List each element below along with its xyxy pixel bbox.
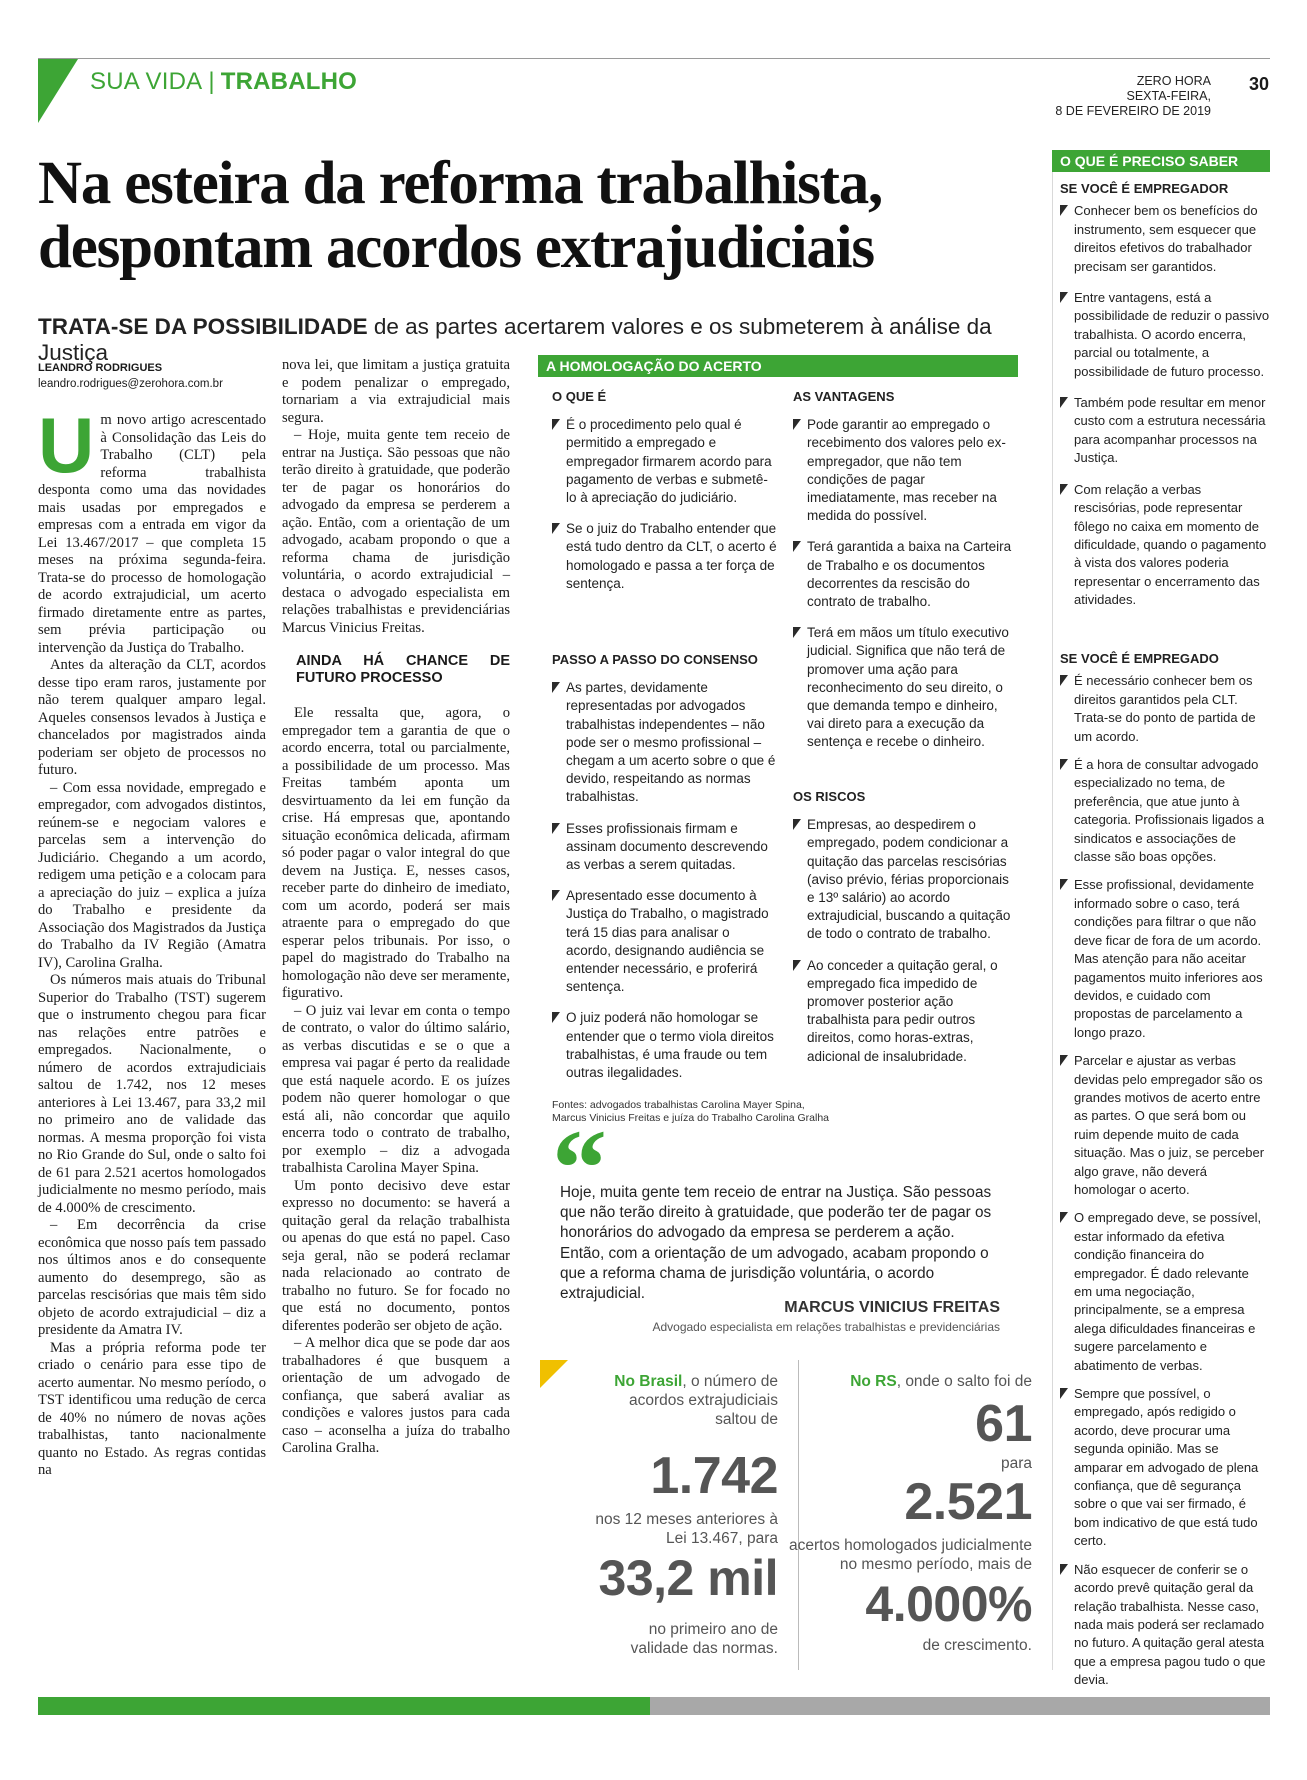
list-item-text: Esses profissionais firmam e assinam documento descrevendo as verbas a serem quitadas. (566, 820, 768, 873)
list-item (793, 538, 1018, 611)
article-column-1 (38, 401, 266, 1480)
list-item (1060, 394, 1270, 468)
list-item (793, 816, 1018, 943)
sources-line-1: Fontes: advogados trabalhistas Carolina Mayer Spina, (552, 1099, 805, 1111)
list-item-text: Entre vantagens, está a possibilidade de reduzir o passivo trabalhista. O acordo encerra, parcial ou totalmente, a possibilidade de futuro processo. (1074, 290, 1270, 379)
subheadline-lead: TRATA-SE DA POSSIBILIDADE (38, 314, 368, 339)
list-item-text: Conhecer bem os benefícios do instrumento, sem esquecer que direitos efetivos do trabalhador precisam ser garantidos. (1074, 203, 1258, 274)
drop-cap: U (38, 401, 95, 489)
bullet-marker-icon (552, 890, 560, 901)
homologacao-box-title: A HOMOLOGAÇÃO DO ACERTO (538, 355, 1018, 377)
byline (38, 360, 223, 392)
empregado-block (1060, 650, 1270, 1700)
list-item-text: Ao conceder a quitação geral, o empregado fica impedido de promover posterior ação trabalhista para pedir outros direitos, como horas-extras, adicional de insalubridade. (807, 957, 998, 1064)
rs-para: para (1000, 1455, 1032, 1472)
list-item (1060, 289, 1270, 381)
stat-text: no mesmo período, mais de (839, 1556, 1032, 1573)
paragraph: nova lei, que limitam a justiça gratuita e podem penalizar o empregado, tornariam a via extrajudicial mais segura. (282, 357, 510, 426)
sources-note (552, 1099, 952, 1125)
stat-text: acordos extrajudiciais (628, 1392, 778, 1409)
list-item-text: Apresentado esse documento à Justiça do Trabalho, o magistrado terá 15 dias para analisar o acordo, designando audiência se entender necessário, e proferirá sentença. (566, 888, 769, 995)
paragraph: – Com essa novidade, empregado e empregador, com advogados distintos, reúnem-se e negociam valores e parcelas sem a intervenção do Judiciário. Chegando a um acordo, redigem uma petição e a colocam para a apreciação do juiz – explica a juíza do Trabalho e presidente da Associação dos Magistrados da Justiça do Trabalho da IV Região (Amatra IV), Carolina Gralha. (38, 779, 266, 971)
list-item-text: É a hora de consultar advogado especializado no tema, de preferência, que atue junto à categoria. Profissionais ligados a sindicatos e associações de classe são boas opções. (1074, 757, 1265, 865)
edition-info (1055, 74, 1211, 119)
list-item-text: É necessário conhecer bem os direitos garantidos pela CLT. Trata-se do ponto de partida de um acordo. (1074, 673, 1256, 744)
list-item-text: Terá em mãos um título executivo judicial. Significa que não terá de promover uma ação para reconhecimento do seu direito, o que demanda tempo e dinheiro, vai direto para a execução da sentença e recebe o dinheiro. (807, 625, 1009, 750)
weekday: SEXTA-FEIRA, (1126, 89, 1211, 103)
edition-date: 8 DE FEVEREIRO DE 2019 (1055, 104, 1211, 118)
bullet-marker-icon (552, 523, 560, 534)
list-item (552, 416, 777, 507)
empregador-block (1060, 180, 1270, 623)
paragraph: Antes da alteração da CLT, acordos desse tipo eram raros, justamente por não terem qualquer amparo legal. Aqueles consensos levados à Justiça e chancelados por magistrados ainda poderiam ser objeto de processos no futuro. (38, 657, 266, 778)
paragraph: – Hoje, muita gente tem receio de entrar na Justiça. São pessoas que não terão direito à gratuidade, que poderão ter de pagar os honorários do advogado da empresa se perderem a ação. Então, com a orientação de um advogado, acabam propondo o que a reforma chama de jurisdição voluntária, o acordo extrajudicial – destaca o advogado especialista em relações trabalhistas e previdenciárias Marcus Vinicius Freitas. (282, 427, 510, 636)
list-item (793, 624, 1018, 751)
list-item-text: Com relação a verbas rescisórias, pode representar fôlego no caixa em momento de dificuldade, quando o pagamento à vista dos valores poderia representar o encerramento das atividades. (1074, 481, 1267, 608)
stats-divider (798, 1360, 799, 1670)
block-heading: PASSO A PASSO DO CONSENSO (552, 652, 758, 667)
paragraph: – O juiz vai levar em conta o tempo de contrato, o valor do último salário, as verbas discutidas e se o que a empresa vai pagar é perto da realidade que está naquele acordo. E os juízes podem não querer homologar o que está ali, não concordar que aquilo encerra todo o contrato de trabalho, por exemplo – diz a advogada trabalhista Carolina Mayer Spina. (282, 1002, 510, 1176)
list-item (552, 820, 777, 875)
author-email: leandro.rodrigues@zerohora.com.br (38, 378, 223, 390)
stats-box (540, 1360, 1040, 1670)
brasil-intro (548, 1372, 778, 1429)
paragraph: Mas a própria reforma pode ter criado o cenário para esse tipo de acerto aumentar. No mesmo período, o TST identificou uma redução de cerca de 40% no número de novas ações trabalhistas, tanto nacionalmente quanto no Estado. As regras contidas na (38, 1339, 266, 1478)
stat-text: , onde o salto foi de (896, 1373, 1032, 1390)
list-item (1060, 672, 1270, 746)
bullet-marker-icon (793, 960, 801, 971)
bullet-marker-icon (1060, 1388, 1068, 1399)
list-item (1060, 202, 1270, 276)
bullet-marker-icon (1060, 292, 1068, 303)
list-item-text: Terá garantida a baixa na Carteira de Trabalho e os documentos decorrentes da rescisão do contrato de trabalho. (807, 539, 1012, 610)
bullet-marker-icon (793, 541, 801, 552)
block-heading: SE VOCÊ É EMPREGADOR (1060, 181, 1229, 196)
sources-line-2: Marcus Vinicius Freitas e juíza do Trabalho Carolina Gralha (552, 1112, 830, 1124)
newspaper-name: ZERO HORA (1136, 74, 1211, 88)
list-item (552, 520, 777, 593)
headline-line-2: despontam acordos extrajudiciais (38, 214, 874, 281)
o-que-e-block (552, 388, 777, 606)
stat-text: validade das normas. (630, 1640, 778, 1657)
bullet-marker-icon (1060, 1055, 1068, 1066)
page-number: 30 (1248, 74, 1269, 94)
bullet-marker-icon (1060, 1212, 1068, 1223)
rs-label: No RS (850, 1373, 897, 1390)
list-item (552, 887, 777, 996)
list-item-text: O empregado deve, se possível, estar informado da efetiva condição financeira do empregador. É dado relevante em uma negociação, principalmente, se a empresa alega dificuldades financeiras e sugere parcelamento e abatimento de verbas. (1074, 1210, 1262, 1373)
list-item (1060, 481, 1270, 610)
list-item-text: Esse profissional, devidamente informado sobre o caso, terá condições para filtrar o que não deve ficar de fora de um acordo. Mas atenção para não aceitar pagamentos muito inferiores aos devidos, e cuidado com propostas de parcelamento a longo prazo. (1074, 877, 1263, 1040)
bullet-marker-icon (1060, 759, 1068, 770)
brasil-end (548, 1620, 778, 1658)
list-item-text: As partes, devidamente representadas por advogados trabalhistas independentes – não pode ser o mesmo profissional – chegam a um acerto sobre o que é devido, respeitando as normas trabalhistas. (566, 680, 776, 805)
bullet-marker-icon (793, 419, 801, 430)
brasil-mid (548, 1510, 778, 1548)
list-item-text: Não esquecer de conferir se o acordo prevê quitação geral da relação trabalhista. Nesse caso, nada mais poderá ser reclamado no futuro. A quitação geral atesta que a empresa pagou tudo o que devia. (1074, 1561, 1266, 1688)
bullet-marker-icon (1060, 484, 1068, 495)
bullet-marker-icon (1060, 1564, 1068, 1575)
bullet-marker-icon (552, 419, 560, 430)
stat-text: saltou de (715, 1411, 778, 1428)
passo-a-passo-block (552, 651, 777, 1095)
rs-intro (792, 1372, 1032, 1391)
rs-growth-value: 4.000% (865, 1576, 1032, 1632)
stat-text: nos 12 meses anteriores à (595, 1511, 778, 1528)
list-item (1060, 1052, 1270, 1199)
pull-quote-author: MARCUS VINICIUS FREITAS (784, 1299, 1000, 1316)
list-item-text: Também pode resultar em menor custo com a estrutura necessária para acompanhar processos na Justiça. (1074, 395, 1266, 466)
block-heading: O QUE É (552, 389, 607, 404)
list-item (793, 957, 1018, 1066)
list-item-text: Parcelar e ajustar as verbas devidas pelo empregador são os grandes motivos de acerto entre as partes. O que será bom ou ruim depende muito de cada situação. Mas o juiz, se perceber algo grave, não deverá homologar o acerto. (1074, 1053, 1265, 1197)
paragraph: – A melhor dica que se pode dar aos trabalhadores é que busquem a orientação de um advogado de confiança, que saberá avaliar as condições e valores justos para cada caso – aconselha a juíza do trabalho Carolina Gralha. (282, 1335, 510, 1456)
rs-mid (782, 1536, 1032, 1574)
quote-mark-icon: “ (552, 1107, 607, 1229)
list-item (1060, 756, 1270, 866)
block-heading: AS VANTAGENS (793, 389, 895, 404)
paragraph: Ele ressalta que, agora, o empregador tem a garantia de que o acordo encerra, total ou parcialmente, a possibilidade de um processo. Mas Freitas também aponta um desvirtuamento da lei em função da crise. Há empresas que, apontando situação econômica delicada, afirmam só poder pagar o valor integral do que devem na Justiça. E, nesses casos, receber parte do dinheiro de imediato, com um acordo, poderá ser mais atraente para o empregado do que esperar pelos tribunais. Por isso, o papel do magistrado do Trabalho na homologação não deve ser meramente, figurativo. (282, 705, 510, 1001)
list-item (1060, 1561, 1270, 1690)
stat-text: acertos homologados judicialmente (789, 1537, 1032, 1554)
stat-text: no primeiro ano de (648, 1621, 778, 1638)
stat-text: Lei 13.467, para (665, 1530, 778, 1547)
rs-end: de crescimento. (922, 1637, 1032, 1654)
paragraph: Os números mais atuais do Tribunal Superior do Trabalho (TST) sugerem que o instrumento chegou para ficar nas relações entre patrões e empregados. Nacionalmente, o número de acordos extrajudiciais saltou de 1.742, nos 12 meses anteriores à Lei 13.467, para 33,2 mil no primeiro ano de validade das normas. A mesma proporção foi vista no Rio Grande do Sul, onde o salto foi de 61 para 2.521 acertos homologados judicialmente no mesmo período, mais de 4.000% de crescimento. (38, 972, 266, 1216)
sidebar-title: O QUE É PRECISO SABER (1052, 150, 1270, 172)
bullet-marker-icon (1060, 205, 1068, 216)
rs-from-value: 61 (975, 1395, 1032, 1453)
bullet-marker-icon (1060, 879, 1068, 890)
bullet-marker-icon (793, 627, 801, 638)
list-item-text: Empresas, ao despedirem o empregado, podem condicionar a quitação das parcelas rescisórias (aviso prévio, férias proporcionais e 13º salário) ao acordo extrajudicial, buscando a quitação de todo o contrato de trabalho. (807, 817, 1011, 942)
list-item-text: O juiz poderá não homologar se entender que o termo viola direitos trabalhistas, é uma fraude ou tem outras ilegalidades. (566, 1010, 774, 1081)
list-item (552, 1009, 777, 1082)
paragraph: Um ponto decisivo deve estar expresso no documento: se haverá a quitação geral da relação trabalhista ou apenas do que está no papel. Caso seja geral, não se poderá reclamar nada relacionado ao contrato de trabalho no futuro. Se for focado no que está no documento, pontos diferentes poderão ser objeto de ação. (282, 1177, 510, 1334)
rs-to-value: 2.521 (904, 1473, 1032, 1531)
block-heading: OS RISCOS (793, 789, 866, 804)
brasil-label: No Brasil (614, 1373, 683, 1390)
list-item (793, 416, 1018, 525)
bullet-marker-icon (1060, 675, 1068, 686)
brasil-from-value: 1.742 (650, 1447, 778, 1505)
vantagens-block (793, 388, 1018, 765)
top-rule (38, 58, 1270, 59)
headline-line-1: Na esteira da reforma trabalhista, (38, 150, 883, 217)
bullet-marker-icon (552, 823, 560, 834)
bullet-marker-icon (793, 819, 801, 830)
list-item (1060, 1385, 1270, 1551)
list-item-text: É o procedimento pelo qual é permitido a empregado e empregador firmarem acordo para pagamento de verbas e submetê-lo à apreciação do judiciário. (566, 417, 772, 506)
bullet-marker-icon (552, 682, 560, 693)
paragraph: m novo artigo acrescentado à Consolidação das Leis do Trabalho (CLT) pela reforma trabalhista desponta como uma das novidades mais usadas por empregados e empresas com a entrada em vigor da Lei 13.467/2017 – que completa 15 meses na próxima segunda-feira. Trata-se do processo de homologação de acordo extrajudicial, um acerto firmado diretamente entre as partes, sem prévia participação ou intervenção da Justiça do Trabalho. (38, 412, 266, 656)
section-separator: | (208, 68, 215, 95)
list-item-text: Se o juiz do Trabalho entender que está tudo dentro da CLT, o acerto é homologado e passa a ter força de sentença. (566, 521, 777, 591)
footer-bar-grey (650, 1697, 1270, 1715)
block-heading: SE VOCÊ É EMPREGADO (1060, 651, 1219, 666)
pull-quote-text: Hoje, muita gente tem receio de entrar na Justiça. São pessoas que não terão direito à gratuidade, que poderão ter de pagar os honorários do advogado da empresa se perderem a ação. Então, com a orientação de um advogado, acabam propondo o que a reforma chama de jurisdição voluntária, o acordo extrajudicial. (560, 1184, 992, 1303)
bullet-marker-icon (552, 1012, 560, 1023)
section-corner-triangle (38, 59, 78, 123)
subheadline-text: de as partes acertarem valores e os submeterem à análise da Justiça (38, 314, 992, 365)
sidebar-divider (1052, 150, 1053, 1670)
riscos-block (793, 788, 1018, 1079)
article-crosshead: AINDA HÁ CHANCE DE FUTURO PROCESSO (296, 653, 510, 686)
section-label (90, 68, 357, 96)
headline (38, 152, 1048, 280)
bullet-marker-icon (1060, 397, 1068, 408)
pull-quote-role: Advogado especialista em relações trabalhistas e previdenciárias (652, 1320, 1000, 1334)
subsection-name: TRABALHO (220, 68, 357, 95)
footer-bar-green (38, 1697, 650, 1715)
stat-text: , o número de (682, 1373, 778, 1390)
article-column-2 (282, 357, 510, 1458)
author-name: LEANDRO RODRIGUES (38, 362, 163, 374)
section-name: SUA VIDA (90, 68, 203, 95)
paragraph: – Em decorrência da crise econômica que nosso país tem passado nos últimos anos e do consequente aumento do desemprego, são as parcelas rescisórias que mais têm sido objeto de acordo extrajudicial – diz a presidente da Amatra IV. (38, 1217, 266, 1338)
list-item (1060, 1209, 1270, 1375)
list-item-text: Pode garantir ao empregado o recebimento dos valores pelo ex-empregador, que não tem condições de pagar imediatamente, mas receber na medida do possível. (807, 417, 1006, 524)
brasil-to-value: 33,2 mil (598, 1550, 778, 1606)
list-item (1060, 876, 1270, 1042)
list-item (552, 679, 777, 806)
list-item-text: Sempre que possível, o empregado, após redigido o acordo, deve procurar uma segunda opinião. Mas se amparar em advogado de plena confiança, que dê segurança sobre o que vai ser firmado, é bom indicativo de que está tudo certo. (1074, 1386, 1259, 1549)
